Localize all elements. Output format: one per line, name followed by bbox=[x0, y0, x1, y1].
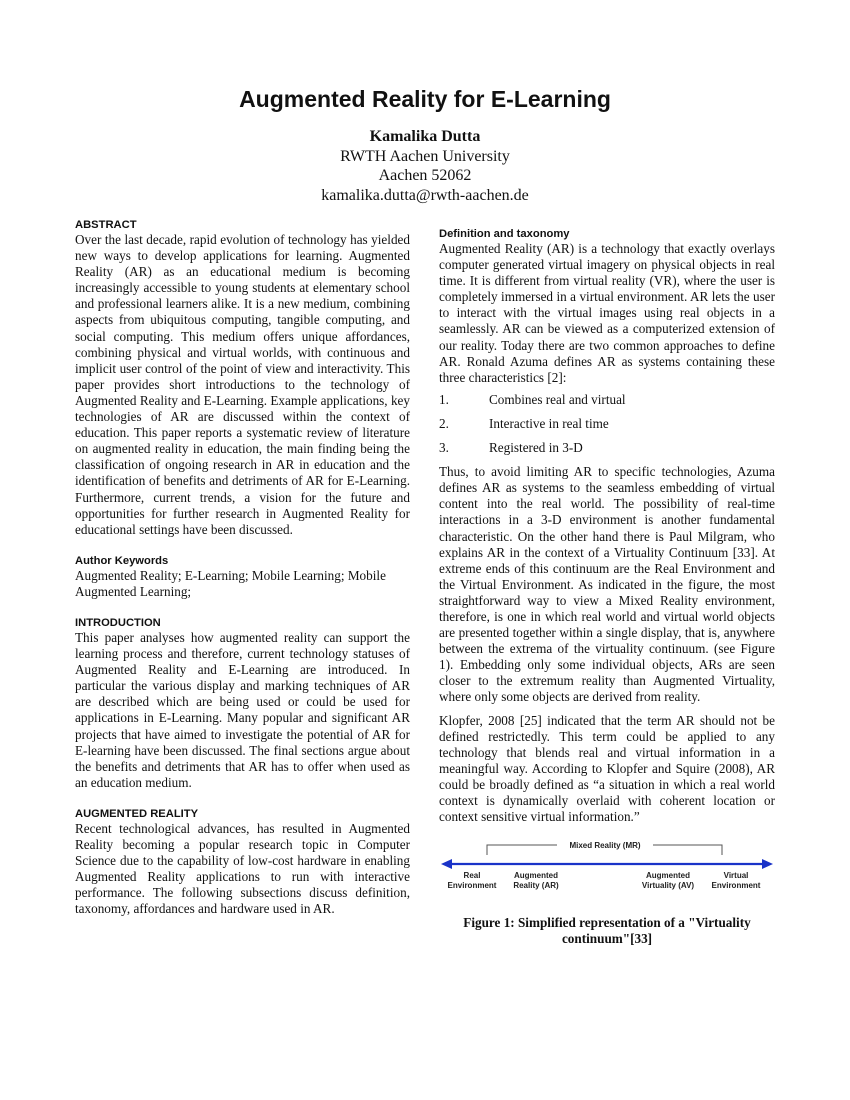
definition-heading: Definition and taxonomy bbox=[439, 228, 570, 240]
mixed-reality-label: Mixed Reality (MR) bbox=[569, 841, 641, 851]
augmented-reality-label-line2: Reality (AR) bbox=[513, 881, 559, 891]
virtuality-continuum-figure bbox=[439, 839, 775, 905]
figure-caption: Figure 1: Simplified representation of a "Virtuality continuum"[33] bbox=[463, 915, 751, 947]
list-item bbox=[439, 392, 775, 408]
author-affiliation: RWTH Aachen University bbox=[340, 147, 510, 165]
virtual-environment-label-line1: Virtual bbox=[723, 871, 749, 881]
characteristics-list bbox=[439, 392, 775, 456]
keywords-text: Augmented Reality; E-Learning; Mobile Learning; Mobile Augmented Learning; bbox=[75, 567, 386, 599]
virtual-environment-label-line2: Environment bbox=[711, 881, 761, 891]
arrow-head-right bbox=[762, 859, 773, 869]
augmented-reality-text: Recent technological advances, has resulted in Augmented Reality becoming a popular research topic in Computer Science due to the capability of low-cost hardware in enabling Augmented Reality applications to run with interactive performance. The following subsections discuss definition, taxonomy, affordances and hardware used in AR. bbox=[75, 820, 410, 917]
definition-paragraph-1: Augmented Reality (AR) is a technology that exactly overlays computer generated virtual imagery on physical objects in real time. It is different from virtual reality (VR), where the user is completely immersed in a virtual environment. AR lets the user to interact with the virtual images using real objects in a seamlessly. AR can be viewed as a computerized extension of our reality. Today there are two common approaches to define AR. Ronald Azuma defines AR as systems containing these three characteristics [2]: bbox=[439, 241, 775, 385]
author-block bbox=[0, 127, 850, 205]
list-item-number: 1. bbox=[439, 391, 449, 407]
left-column bbox=[75, 219, 410, 917]
list-item-number: 2. bbox=[439, 415, 449, 431]
abstract-text: Over the last decade, rapid evolution of technology has yielded new ways to develop applications for learning. Augmented Reality (AR) as an educational medium is becoming increasingly accessible to young students at elementary school and professional learners alike. It is a new medium, combining aspects from ubiquitous computing, tangible computing, and social computing. This medium offers unique affordances, combining physical and virtual worlds, with continuous and implicit user control of the point of view and interactivity. This paper provides short introductions to the technology of Augmented Reality and E-Learning. Example applications, key technologies of AR are discussed within the context of education. This paper reports a systematic review of literature on augmented reality in education, the main finding being the classification of ongoing research in AR in education and the identification of benefits and detriments of AR for E-Learning. Furthermore, current trends, a vision for the future and opportunities for further research in Augmented Reality for educational settings have been discussed. bbox=[75, 232, 410, 537]
author-name: Kamalika Dutta bbox=[369, 128, 481, 145]
definition-paragraph-2: Thus, to avoid limiting AR to specific technologies, Azuma defines AR as systems to the seamless embedding of virtual content into the real world. The possibility of real-time interactions in a 3-D environment is another fundamental characteristic. On the other hand there is Paul Milgram, who explains AR in the context of a Virtuality Continuum [33]. At extreme ends of this continuum are the Real Environment and the Virtual Environment. As indicated in the figure, the most straightforward way to view a Mixed Reality environment, therefore, is one in which real world and virtual world objects are presented together within a single display, that is, anywhere between the extrema of the virtuality continuum. (see Figure 1). Embedding only some individual objects, ARs are seen closer to the extremum reality than Augmented Virtuality, where only some objects are derived from reality. bbox=[439, 464, 775, 705]
abstract-heading: ABSTRACT bbox=[75, 219, 137, 231]
list-item bbox=[439, 416, 775, 432]
real-environment-label-line2: Environment bbox=[447, 881, 497, 891]
list-item-number: 3. bbox=[439, 440, 449, 456]
augmented-reality-heading: AUGMENTED REALITY bbox=[75, 807, 199, 820]
keywords-heading: Author Keywords bbox=[75, 554, 169, 567]
introduction-heading: INTRODUCTION bbox=[75, 616, 161, 629]
arrow-head-left bbox=[441, 859, 452, 869]
list-item-text: Interactive in real time bbox=[489, 415, 609, 431]
augmented-virtuality-label-line1: Augmented bbox=[646, 871, 690, 881]
list-item-text: Combines real and virtual bbox=[489, 391, 626, 407]
introduction-text: This paper analyses how augmented reality can support the learning process and therefore, current technology statuses of Augmented Reality and E-Learning are introduced. In particular the various display and marking techniques of AR are described which are being used or could be used for applications in E-Learning. Many popular and significant AR projects that have aimed to investigate the potential of AR for E-learning have been discussed. The final sections argue about the benefits and detriments that AR has to offer when used as an education medium. bbox=[75, 629, 410, 790]
right-column bbox=[439, 228, 775, 947]
virtuality-continuum-diagram bbox=[439, 839, 775, 905]
augmented-reality-label-line1: Augmented bbox=[514, 871, 558, 881]
author-address: Aachen 52062 bbox=[378, 167, 472, 184]
list-item-text: Registered in 3-D bbox=[489, 440, 583, 456]
paper-title: Augmented Reality for E-Learning bbox=[239, 86, 611, 112]
definition-paragraph-3: Klopfer, 2008 [25] indicated that the term AR should not be defined restrictedly. This term could be applied to any technology that blends real and virtual information in a meaningful way. According to Klopfer and Squire (2008), AR could be broadly defined as “a situation in which a real world context is dynamically overlaid with coherent location or context sensitive virtual information.” bbox=[439, 712, 775, 825]
list-item bbox=[439, 440, 775, 456]
real-environment-label-line1: Real bbox=[463, 871, 481, 881]
augmented-virtuality-label-line2: Virtuality (AV) bbox=[641, 881, 695, 891]
author-email: kamalika.dutta@rwth-aachen.de bbox=[321, 186, 529, 204]
